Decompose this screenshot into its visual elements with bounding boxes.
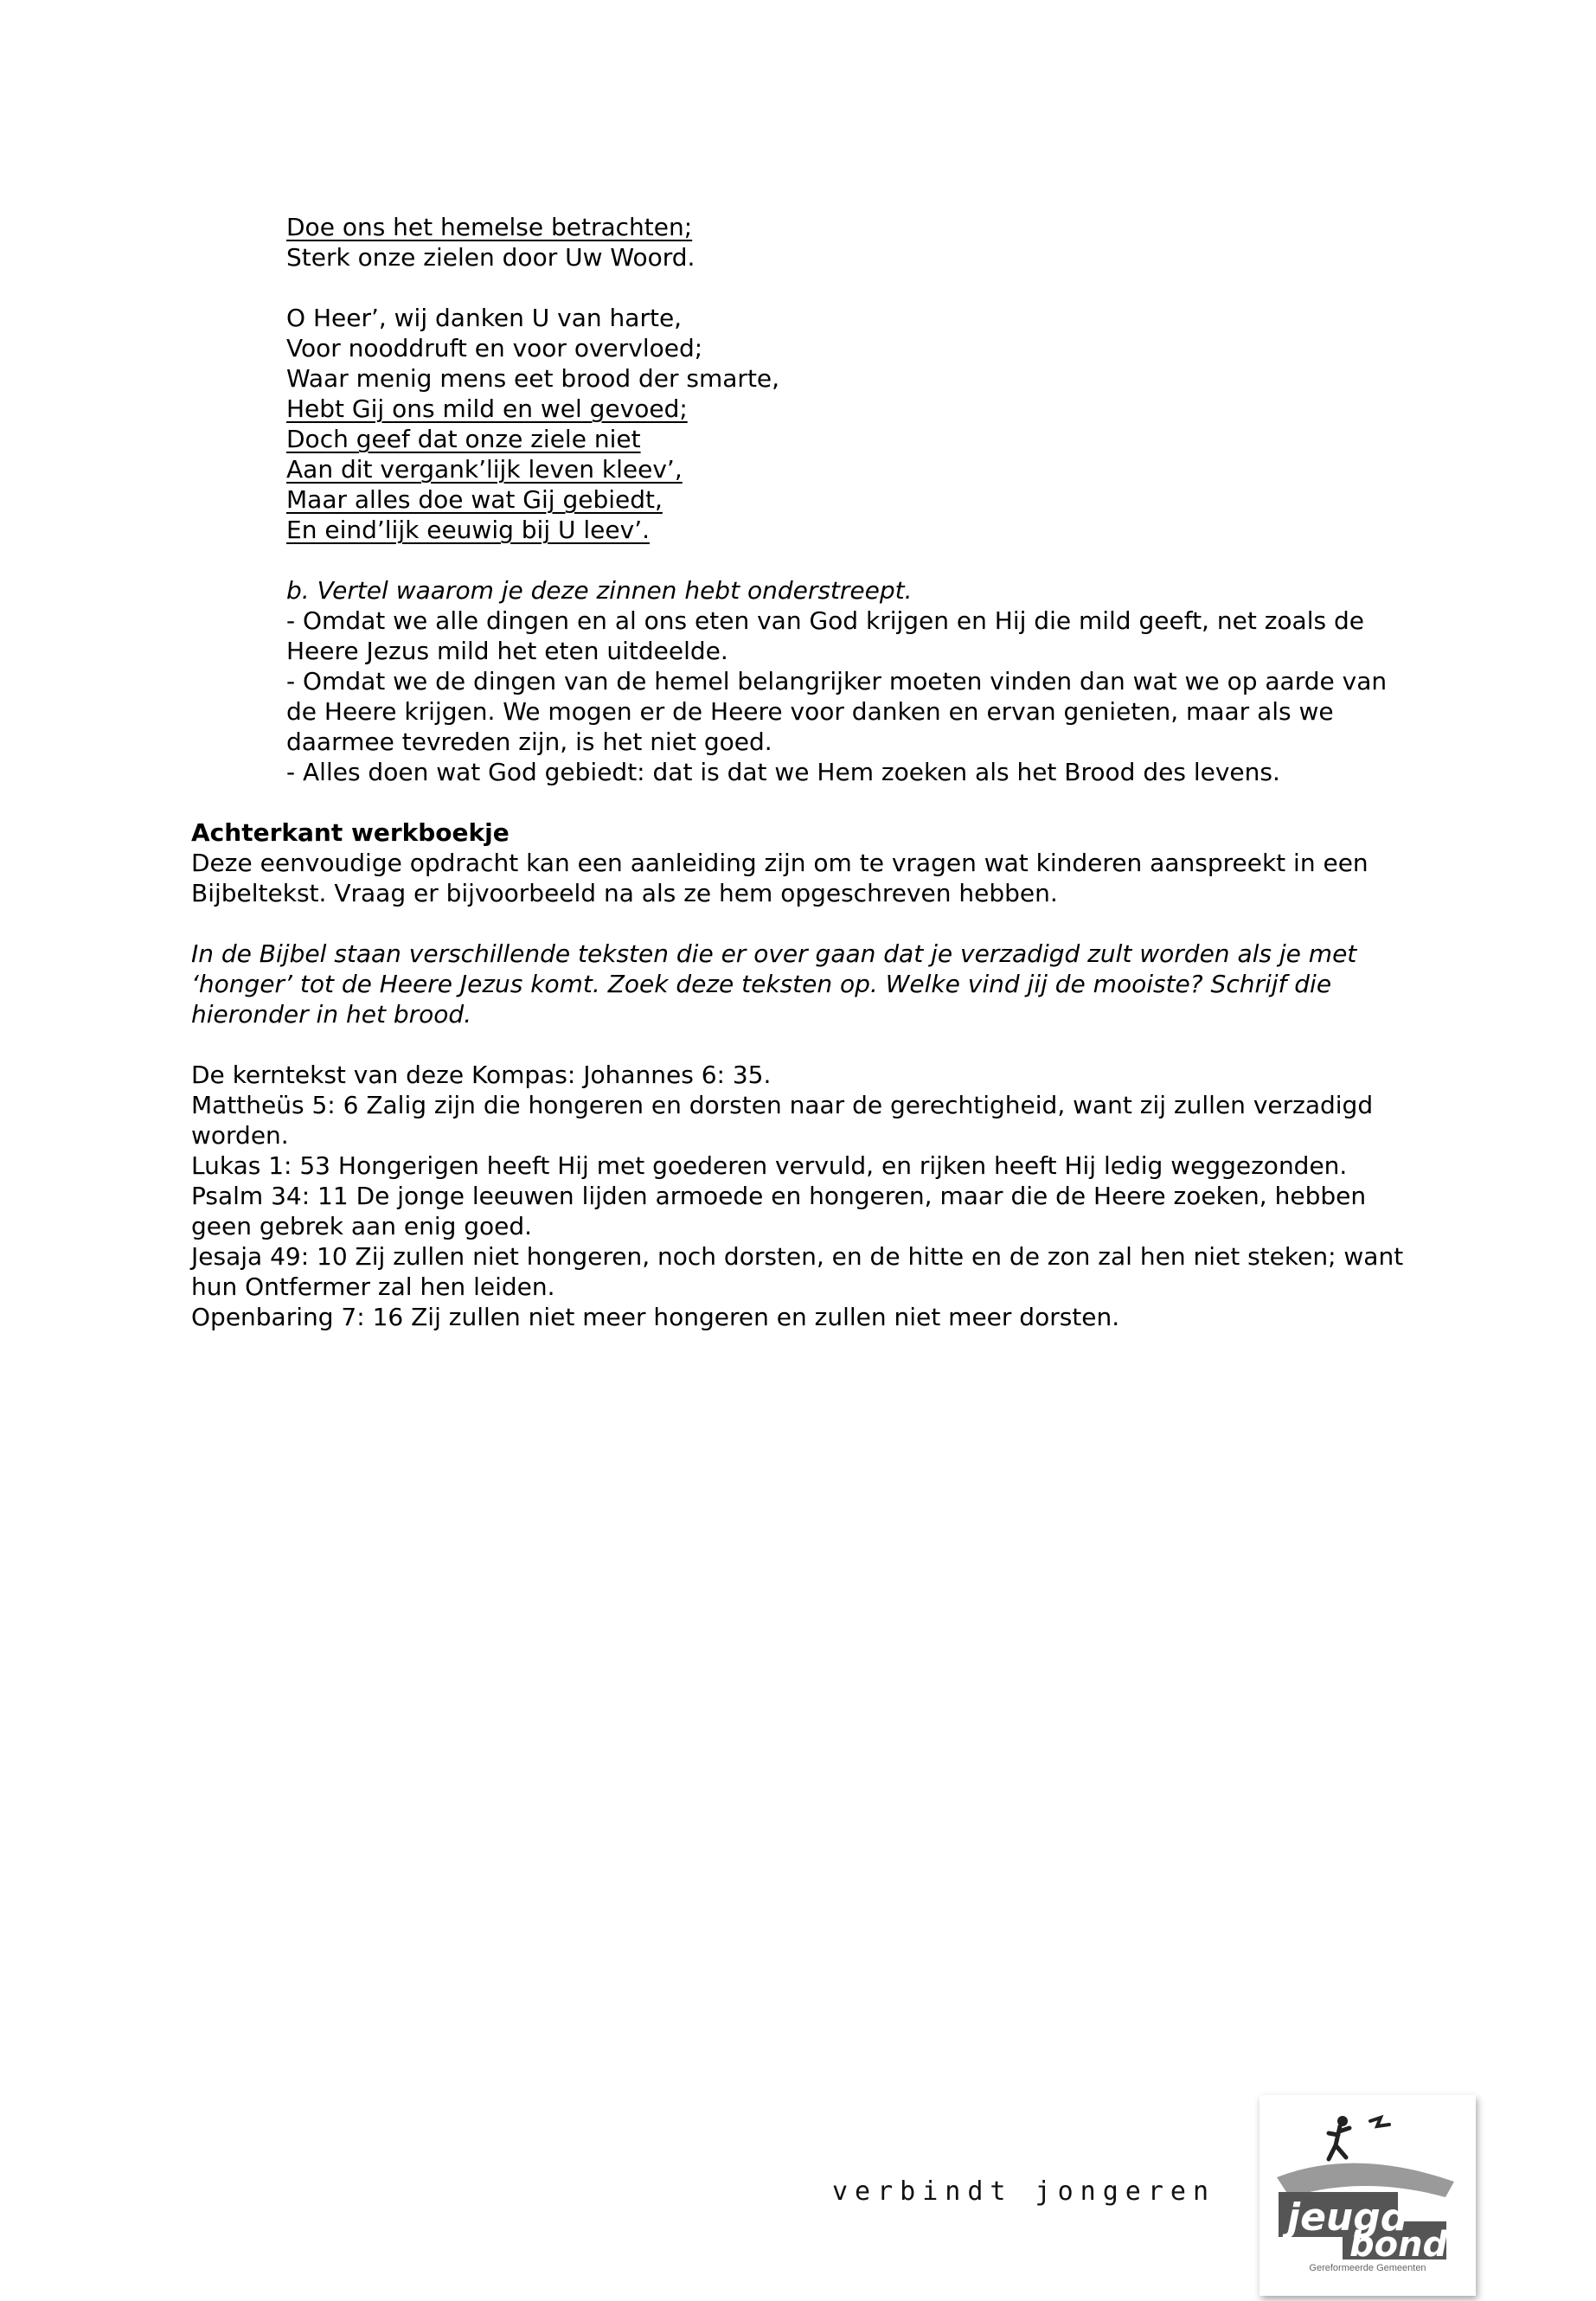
section-heading: Achterkant werkboekje: [191, 818, 510, 847]
logo-subtitle: Gereformeerde Gemeenten: [1309, 2263, 1426, 2273]
jeugdbond-logo: [1259, 2095, 1476, 2296]
section-intro: Deze eenvoudige opdracht kan een aanleiding zijn om te vragen wat kinderen aanspreekt in een Bijbeltekst. Vraag er bijvoorbeeld na als ze hem opgeschreven hebben.: [191, 849, 1368, 907]
verse-line: Psalm 34: 11 De jonge leeuwen lijden armoede en hongeren, maar die de Heere zoeken, hebben geen gebrek aan enig goed.: [191, 1182, 1367, 1240]
poem-line: Doe ons het hemelse betrachten;: [286, 213, 693, 241]
poem-line: O Heer’, wij danken U van harte,: [286, 304, 683, 332]
answer-item: - Alles doen wat God gebiedt: dat is dat we Hem zoeken als het Brood des levens.: [286, 758, 1280, 786]
verse-line: Lukas 1: 53 Hongerigen heeft Hij met goederen vervuld, en rijken heeft Hij ledig weggezonden.: [191, 1151, 1348, 1180]
poem-line: Voor nooddruft en voor overvloed;: [286, 334, 703, 362]
poem-stanza-2: [286, 303, 1411, 545]
poem-line: En eind’lijk eeuwig bij U leev’.: [286, 516, 650, 544]
question-prompt: b. Vertel waarom je deze zinnen hebt onderstreept.: [286, 576, 913, 605]
verse-line: Jesaja 49: 10 Zij zullen niet hongeren, noch dorsten, en de hitte en de zon zal hen niet steken; want hun Ontfermer zal hen leiden.: [191, 1242, 1404, 1301]
poem-stanza-1: [286, 212, 1411, 272]
poem-line: Aan dit vergank’lijk leven kleev’,: [286, 455, 683, 484]
verse-line: Mattheüs 5: 6 Zalig zijn die hongeren en dorsten naar de gerechtigheid, want zij zullen verzadigd worden.: [191, 1091, 1374, 1150]
footer-slogan: verbindt jongeren: [832, 2176, 1216, 2207]
poem-line: Hebt Gij ons mild en wel gevoed;: [286, 394, 688, 423]
back-cover-section: [191, 817, 1420, 1332]
answer-item: - Omdat we de dingen van de hemel belangrijker moeten vinden dan wat we op aarde van de Heere krijgen. We mogen er de Heere voor danken en ervan genieten, maar als we daarmee tevreden zijn, is het niet goed.: [286, 667, 1388, 756]
poem-line: Waar menig mens eet brood der smarte,: [286, 364, 780, 393]
poem-line: Sterk onze zielen door Uw Woord.: [286, 243, 695, 272]
question-b: [286, 575, 1411, 787]
assignment-text: In de Bijbel staan verschillende teksten die er over gaan dat je verzadigd zult worden als je met ‘honger’ tot de Heere Jezus komt. Zoek deze teksten op. Welke vind jij de mooiste? Schrijf die hieronder in het brood.: [191, 939, 1357, 1029]
verse-line: Openbaring 7: 16 Zij zullen niet meer hongeren en zullen niet meer dorsten.: [191, 1303, 1120, 1331]
poem-line: Maar alles doe wat Gij gebiedt,: [286, 485, 663, 514]
verse-line: De kerntekst van deze Kompas: Johannes 6: 35.: [191, 1061, 772, 1089]
logo-word-jeugd: jeugd: [1287, 2195, 1408, 2240]
answer-item: - Omdat we alle dingen en al ons eten van God krijgen en Hij die mild geeft, net zoals de Heere Jezus mild het eten uitdeelde.: [286, 606, 1364, 665]
logo-word-bond: bond: [1349, 2225, 1448, 2265]
poem-line: Doch geef dat onze ziele niet: [286, 425, 641, 453]
